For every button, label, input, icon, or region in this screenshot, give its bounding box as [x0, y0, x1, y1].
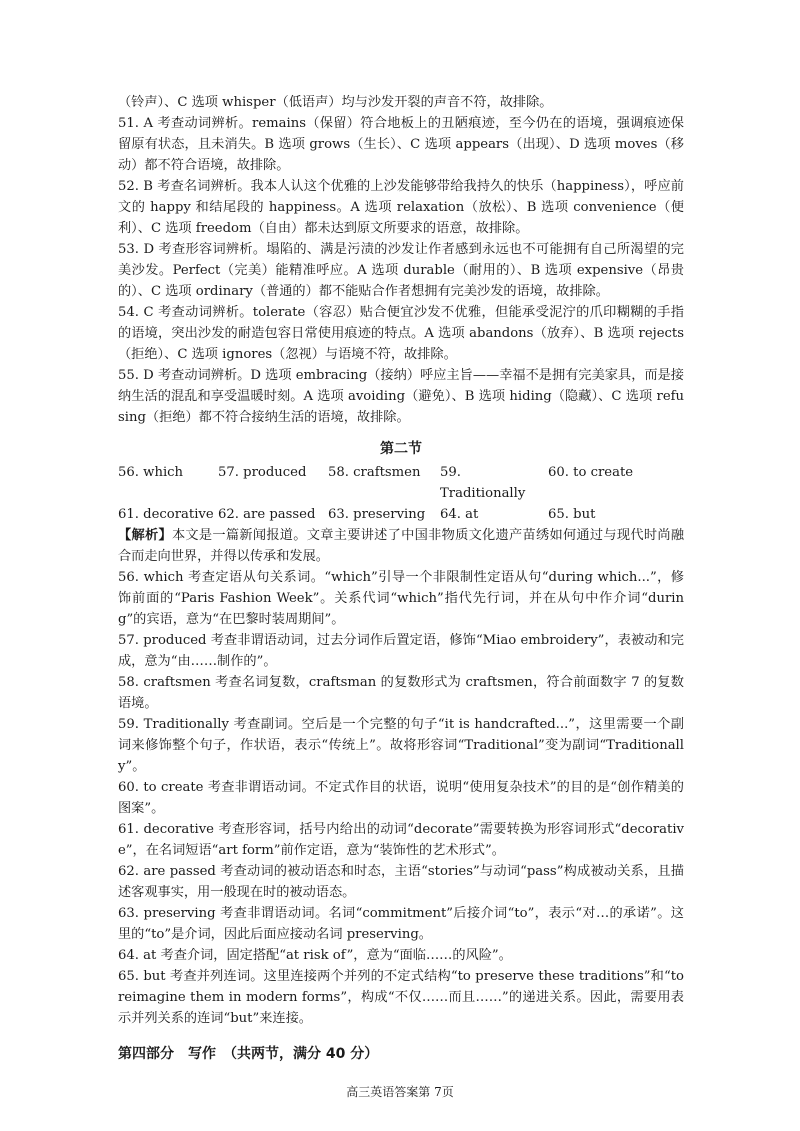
para-52: 52. B 考查名词辨析。我本人认这个优雅的上沙发能够带给我持久的快乐（happiness），呼应前文的 happy 和结尾段的 happiness。A 选项 relaxation（放松）、B 选项 convenience（便利）、C 选项 freedom（自由）都未达到原文所要求的语意，故排除。: [118, 179, 684, 236]
answer-63: 63. preserving: [328, 507, 426, 522]
para-0: （铃声）、C 选项 whisper（低语声）均与沙发开裂的声音不符，故排除。: [118, 95, 553, 110]
answer-64: 64. at: [440, 507, 479, 522]
section-title: 第二节: [380, 441, 422, 457]
answer-59: 59. Traditionally: [440, 465, 526, 501]
answer-62: 62. are passed: [218, 507, 316, 522]
explanation-63: 63. preserving 考查非谓语动词。名词“commitment”后接介词“to”，表示“对…的承诺”。这里的“to”是介词，因此后面应接动名词 preserving。: [118, 906, 684, 942]
explanation-64: 64. at 考查介词，固定搭配“at risk of”，意为“面临……的风险”。: [118, 948, 512, 963]
answer-56: 56. which: [118, 465, 184, 480]
answer-row-2: [118, 504, 684, 525]
para-53: 53. D 考查形容词辨析。塌陷的、满是污渍的沙发让作者感到永远也不可能拥有自己所渴望的完美沙发。Perfect（完美）能精准呼应。A 选项 durable（耐用的）、B 选项 expensive（昂贵的）、C 选项 ordinary（普通的）都不能贴合作者想拥有完美沙发的语境，故排除。: [118, 242, 684, 299]
answer-61: 61. decorative: [118, 507, 214, 522]
explanation-65: 65. but 考查并列连词。这里连接两个并列的不定式结构“to preserve these traditions”和“to reimagine them in modern forms”，构成“不仅……而且……”的递进关系。因此，需要用表示并列关系的连词“but”来连接。: [118, 969, 684, 1026]
answer-58: 58. craftsmen: [328, 465, 421, 480]
explanation-57: 57. produced 考查非谓语动词，过去分词作后置定语，修饰“Miao embroidery”，表被动和完成，意为“由……制作的”。: [118, 633, 684, 669]
answer-row-1: [118, 462, 684, 504]
analysis-paragraph: [118, 525, 684, 567]
answer-page: [118, 92, 684, 1065]
analysis-label: 【解析】: [118, 528, 172, 543]
para-55: 55. D 考查动词辨析。D 选项 embracing（接纳）呼应主旨——幸福不是拥有完美家具，而是接纳生活的混乱和享受温暖时刻。A 选项 avoiding（避免）、B 选项 hiding（隐藏）、C 选项 refusing（拒绝）都不符合接纳生活的语境，故排除。: [118, 368, 684, 425]
analysis-text: 本文是一篇新闻报道。文章主要讲述了中国非物质文化遗产苗绣如何通过与现代时尚融合而走向世界，并得以传承和发展。: [118, 528, 685, 564]
part4-title: 第四部分 写作 （共两节，满分 40 分）: [118, 1046, 379, 1062]
answer-57: 57. produced: [218, 465, 307, 480]
para-51: 51. A 考查动词辨析。remains（保留）符合地板上的丑陋痕迹，至今仍在的语境，强调痕迹保留原有状态，且未消失。B 选项 grows（生长）、C 选项 appears（出现）、D 选项 moves（移动）都不符合语境，故排除。: [118, 116, 684, 173]
explanation-56: 56. which 考查定语从句关系词。“which”引导一个非限制性定语从句“during which...”，修饰前面的“Paris Fashion Week”。关系代词“which”指代先行词，并在从句中作介词“during”的宾语，意为“在巴黎时装周期间”。: [118, 570, 684, 627]
explanation-61: 61. decorative 考查形容词，括号内给出的动词“decorate”需要转换为形容词形式“decorative”，在名词短语“art form”前作定语，意为“装饰性的艺术形式”。: [118, 822, 684, 858]
page-footer: 高三英语答案第 7页: [346, 1085, 454, 1099]
para-54: 54. C 考查动词辨析。tolerate（容忍）贴合便宜沙发不优雅，但能承受泥泞的爪印糊糊的手指的语境，突出沙发的耐造包容日常使用痕迹的特点。A 选项 abandons（放弃）、B 选项 rejects（拒绝）、C 选项 ignores（忽视）与语境不符，故排除。: [118, 305, 684, 362]
explanation-59: 59. Traditionally 考查副词。空后是一个完整的句子“it is handcrafted...”，这里需要一个副词来修饰整个句子，作状语，表示“传统上”。故将形容词“Traditional”变为副词“Traditionally”。: [118, 717, 684, 774]
explanation-60: 60. to create 考查非谓语动词。不定式作目的状语，说明“使用复杂技术”的目的是“创作精美的图案”。: [118, 780, 684, 816]
answer-60: 60. to create: [548, 465, 634, 480]
explanation-58: 58. craftsmen 考查名词复数，craftsman 的复数形式为 craftsmen，符合前面数字 7 的复数语境。: [118, 675, 684, 711]
explanation-62: 62. are passed 考查动词的被动语态和时态，主语“stories”与动词“pass”构成被动关系，且描述客观事实，用一般现在时的被动语态。: [118, 864, 684, 900]
answer-65: 65. but: [548, 507, 596, 522]
